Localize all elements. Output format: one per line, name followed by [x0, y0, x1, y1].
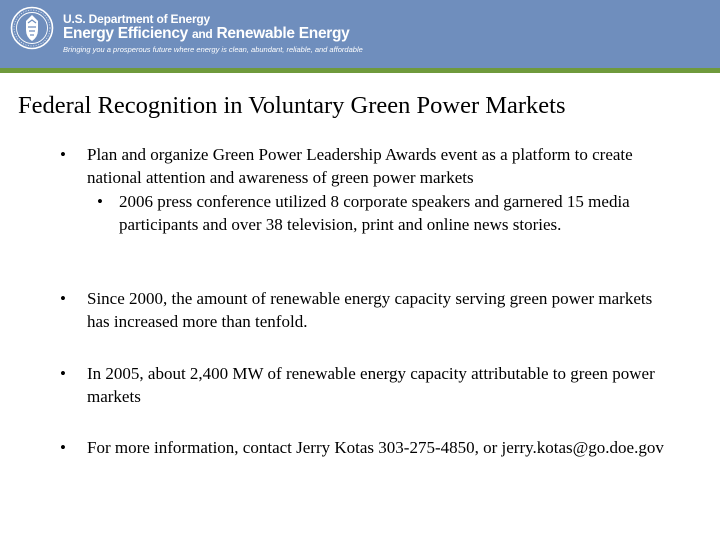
bullet-text: For more information, contact Jerry Kotas 303-275-4850, or jerry.kotas@go.doe.gov	[87, 438, 664, 457]
bullet-item	[60, 437, 670, 460]
bullet-marker: •	[60, 438, 66, 457]
slide-title: Federal Recognition in Voluntary Green Power Markets	[18, 92, 566, 119]
doe-seal-icon	[10, 6, 54, 50]
office-name-part1: Energy Efficiency	[63, 25, 188, 42]
bullet-item	[60, 363, 670, 408]
office-name-and: and	[192, 27, 213, 41]
agency-name: U.S. Department of Energy	[63, 12, 211, 26]
bullet-marker: •	[97, 192, 103, 211]
sub-bullet-item	[97, 191, 667, 236]
bullet-text: In 2005, about 2,400 MW of renewable energy capacity attributable to green power markets	[87, 364, 655, 406]
bullet-marker: •	[60, 289, 66, 308]
bullet-marker: •	[60, 145, 66, 164]
bullet-text: 2006 press conference utilized 8 corporate speakers and garnered 15 media participants and over 38 television, print and online news stories.	[119, 192, 630, 234]
header-banner	[0, 0, 720, 73]
bullet-item	[60, 288, 670, 333]
office-name-part2: Renewable Energy	[216, 25, 350, 42]
tagline: Bringing you a prosperous future where energy is clean, abundant, reliable, and affordable	[63, 45, 363, 54]
bullet-marker: •	[60, 364, 66, 383]
bullet-item	[60, 144, 670, 189]
bullet-text: Since 2000, the amount of renewable energy capacity serving green power markets has increased more than tenfold.	[87, 289, 653, 331]
bullet-text: Plan and organize Green Power Leadership Awards event as a platform to create national attention and awareness of green power markets	[87, 145, 633, 187]
office-name	[63, 25, 349, 43]
